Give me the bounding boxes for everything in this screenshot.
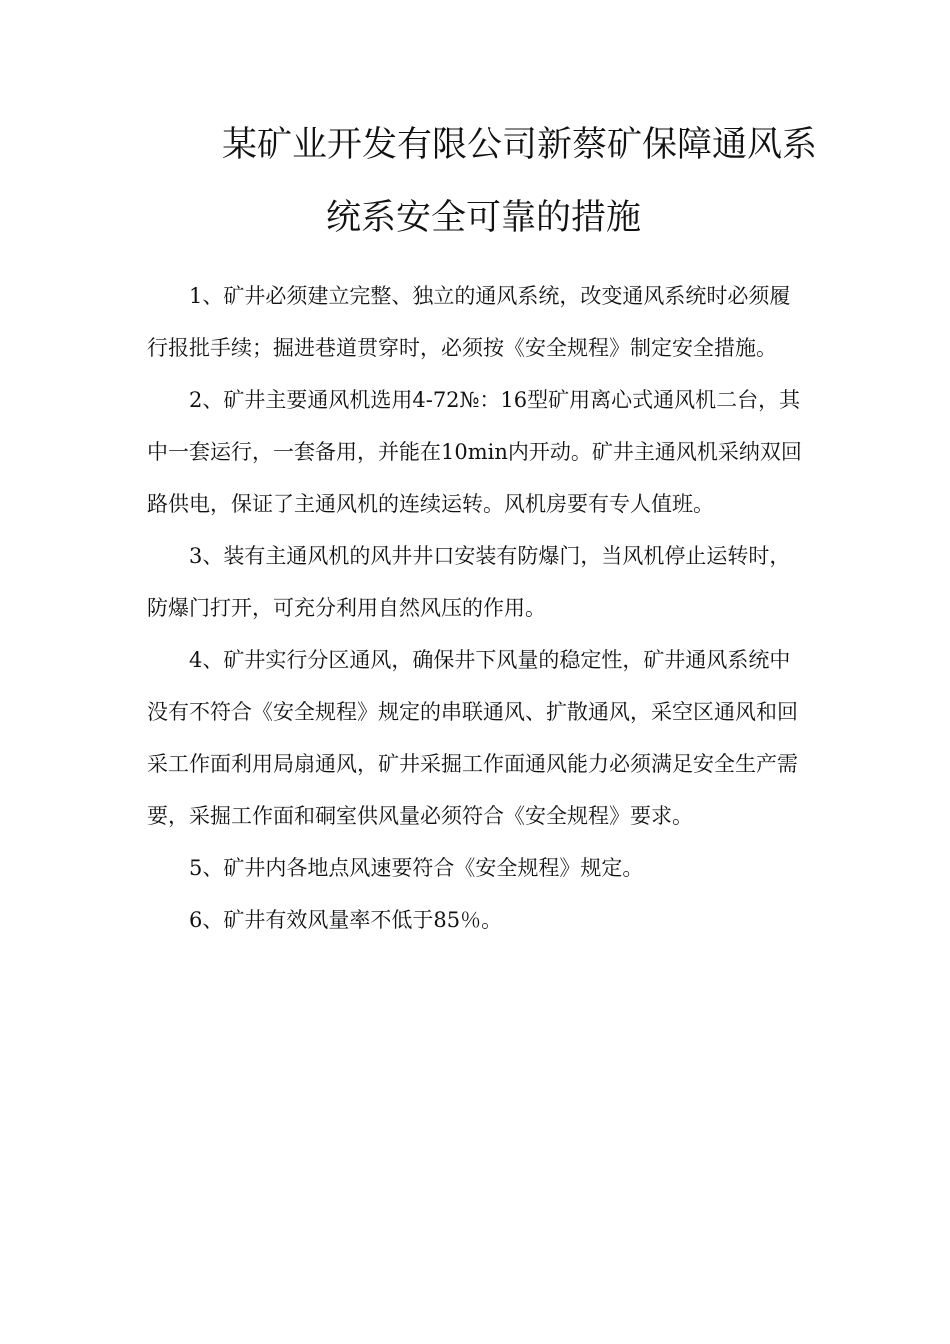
paragraph-5: 5、矿井内各地点风速要符合《安全规程》规定。 (189, 856, 644, 880)
document-body (147, 270, 811, 946)
paragraph-1: 1、矿井必须建立完整、独立的通风系统，改变通风系统时必须履行报批手续；掘进巷道贯穿时，必须按《安全规程》制定安全措施。 (147, 284, 791, 360)
document-title-line-1: 某矿业开发有限公司新蔡矿保障通风系 (222, 125, 818, 165)
document-title-line-2: 统系安全可靠的措施 (326, 198, 642, 238)
paragraph-4: 4、矿井实行分区通风，确保井下风量的稳定性，矿井通风系统中没有不符合《安全规程》规定的串联通风、扩散通风，采空区通风和回采工作面利用局扇通风，矿井采掘工作面通风能力必须满足安全生产需要，采掘工作面和硐室供风量必须符合《安全规程》要求。 (147, 648, 798, 828)
paragraph-3: 3、装有主通风机的风井井口安装有防爆门，当风机停止运转时，防爆门打开，可充分利用自然风压的作用。 (147, 544, 791, 620)
paragraph-6: 6、矿井有效风量率不低于85％。 (189, 908, 503, 932)
paragraph-2: 2、矿井主要通风机选用4-72№：16型矿用离心式通风机二台，其中一套运行，一套备用，并能在10min内开动。矿井主通风机采纳双回路供电，保证了主通风机的连续运转。风机房要有专人值班。 (147, 388, 802, 516)
